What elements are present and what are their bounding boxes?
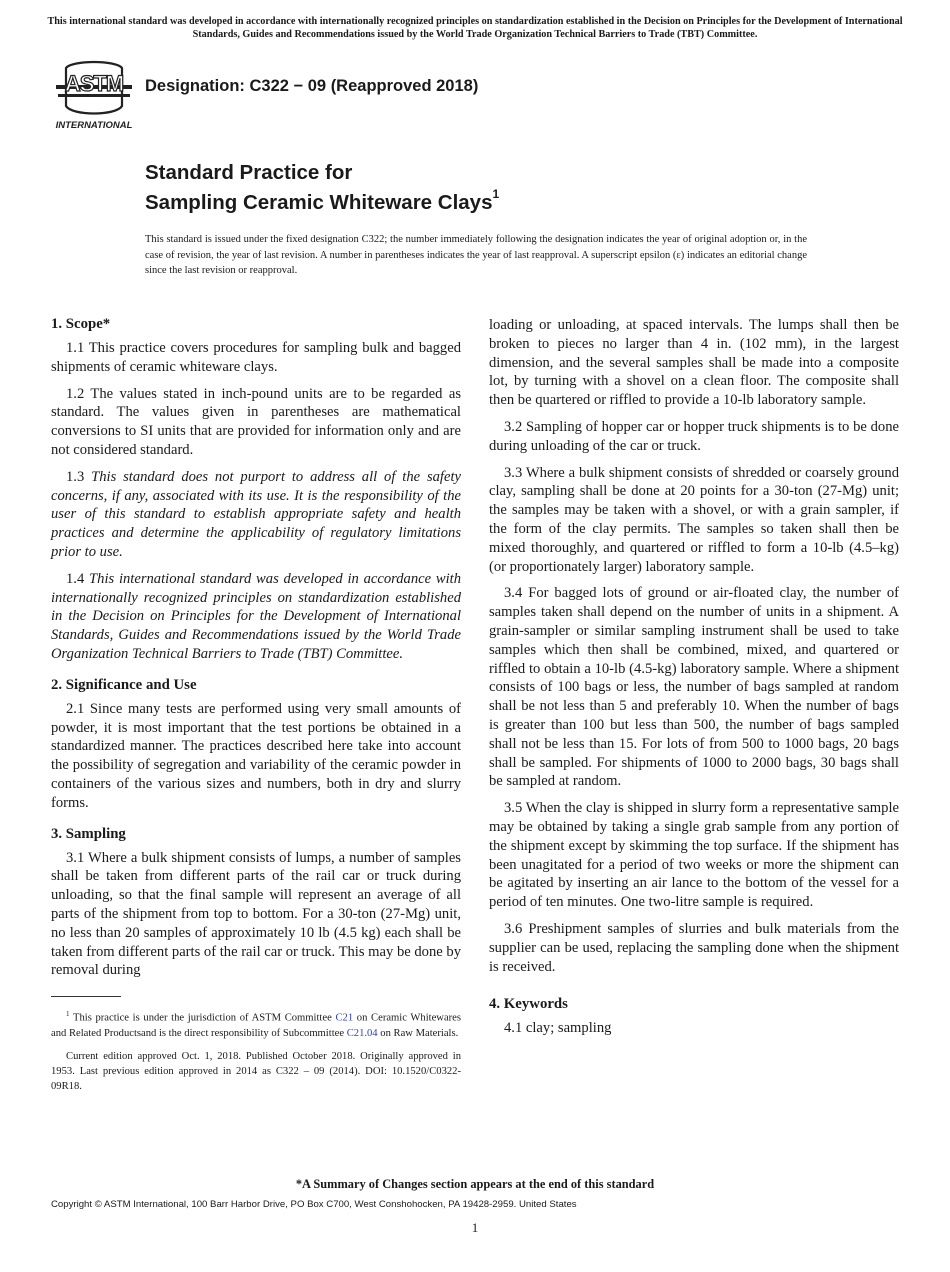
right-column	[489, 316, 899, 1046]
summary-of-changes-note: *A Summary of Changes section appears at the end of this standard	[295, 1177, 655, 1191]
title-footnote-mark: 1	[492, 187, 500, 201]
tbt-notice: This international standard was developed in accordance with internationally recognized principles on standardization established in the Decision on Principles for the Development of International Standards, Guides and Recommendations issued by the World Trade Organization Technical Barriers to Trade (TBT) Committee.	[47, 16, 903, 40]
paragraph-3-6: 3.6 Preshipment samples of slurries and bulk materials from the supplier can be used, replacing the sampling done when the shipment is received.	[489, 920, 899, 975]
paragraph-1-3-text: This standard does not purport to address all of the safety concerns, if any, associated with its use. It is the responsibility of the user of this standard to establish appropriate safety and health practices and determine the applicability of regulatory limitations prior to use.	[51, 468, 461, 560]
footnote-mark: 1	[66, 1010, 70, 1019]
paragraph-1-1: 1.1 This practice covers procedures for sampling bulk and bagged shipments of ceramic whiteware clays.	[51, 340, 461, 375]
document-title	[145, 160, 499, 215]
committee-link-c21[interactable]: C21	[335, 1012, 354, 1024]
footnote-1-text-a: This practice is under the jurisdiction of ASTM Committee	[72, 1012, 332, 1024]
paragraph-2-1: 2.1 Since many tests are performed using very small amounts of powder, it is most important that the test portions be obtained in a standardized manner. The practices described here take into account the possibility of segregation and variability of the ceramic powder in containers of the various sizes and numbers, both in dry and slurry forms.	[51, 700, 461, 811]
paragraph-1-4	[51, 570, 461, 664]
astm-logo-mark: ASTM	[64, 71, 124, 96]
paragraph-1-4-text: This international standard was developed in accordance with internationally recognized principles on standardization established in the Decision on Principles for the Development of International Standards, Guides and Recommendations issued by the World Trade Organization Technical Barriers to Trade (TBT) Committee.	[51, 570, 462, 662]
copyright-line: Copyright © ASTM International, 100 Barr Harbor Drive, PO Box C700, West Conshohocken, PA 19428-2959. United States	[51, 1199, 577, 1210]
paragraph-3-1-continued: loading or unloading, at spaced intervals. The lumps shall then be broken to pieces no larger than 4 in. (102 mm), in the largest dimension, and the several samples shall be made into a composite lot, by turning with a shovel on a clean floor. The composite shall then be quartered or riffled to provide a 10-lb laboratory sample.	[489, 317, 899, 409]
section-heading-sampling: 3. Sampling	[51, 825, 126, 842]
subcommittee-link-c21-04[interactable]: C21.04	[346, 1027, 378, 1039]
paragraph-3-5: 3.5 When the clay is shipped in slurry form a representative sample may be obtained by taking a single grab sample from any portion of the shipment except by skimming the top surface. If the shipment has been unagitated for a period of two weeks or more the shipment can be agitated by inserting an air lance to the bottom of the vessel for a period of ten minutes. One two-litre sample is required.	[489, 800, 899, 911]
title-text: Sampling Ceramic Whiteware Clays	[145, 190, 493, 214]
paragraph-1-2: 1.2 The values stated in inch-pound units are to be regarded as standard. The values given in parentheses are mathematical conversions to SI units that are provided for information only and are not considered standard.	[51, 385, 461, 458]
footnote-1-text-c: on Raw Materials.	[380, 1027, 459, 1039]
footnote-1	[51, 1007, 461, 1041]
paragraph-3-2: 3.2 Sampling of hopper car or hopper truck shipments is to be done during unloading of the car or truck.	[489, 418, 899, 454]
astm-logo	[52, 58, 136, 130]
left-column	[51, 315, 461, 1103]
section-heading-significance: 2. Significance and Use	[51, 676, 197, 693]
footnote-2: Current edition approved Oct. 1, 2018. Published October 2018. Originally approved in 1953. Last previous edition approved in 2014 as C322 – 09 (2014). DOI: 10.1520/C0322-09R18.	[51, 1051, 461, 1093]
paragraph-1-4-number: 1.4	[66, 570, 85, 587]
paragraph-4-1: 4.1 clay; sampling	[504, 1020, 612, 1037]
paragraph-3-3: 3.3 Where a bulk shipment consists of shredded or coarsely ground clay, sampling shall be done at 20 points for a 30-ton (27-Mg) unit; the samples may be taken with a shovel, or with a grain sampler, if the form of the clay permits. The samples so taken shall then be mixed thoroughly, and quartered or riffled to form a 10-lb (4.5–kg) (or proportionately larger) laboratory sample.	[489, 464, 899, 575]
footnote-divider	[51, 996, 121, 997]
astm-logo-subtext: INTERNATIONAL	[55, 120, 133, 130]
designation: Designation: C322 − 09 (Reapproved 2018)	[145, 77, 479, 95]
section-heading-scope: 1. Scope*	[51, 316, 111, 332]
paragraph-3-4: 3.4 For bagged lots of ground or air-floated clay, the number of samples taken shall depend on the number of units in a shipment. A grain-sampler or similar sampling instrument shall be used to take samples which then shall be combined, mixed, and quartered or riffled to obtain a 10-lb (4.5-kg) laboratory sample. Where a shipment consists of 100 bags or less, the number of bags sampled at random shall be not less than 5 and preferably 10. When the number of bags is greater than 100 but less than 500, the number of bags sampled shall not be less than 15. For lots of from 500 to 1000 bags, 20 bags shall be sampled. For shipments of 1000 to 2000 bags, 30 bags shall be sampled at random.	[489, 585, 899, 790]
paragraph-1-3-number: 1.3	[66, 468, 85, 485]
footnote-1-text-b: on Ceramic Whitewares and Related Productsand is the direct responsibility of Subcommittee	[51, 1012, 461, 1039]
section-heading-keywords: 4. Keywords	[489, 996, 568, 1013]
paragraph-1-3	[51, 468, 461, 562]
paragraph-3-1: 3.1 Where a bulk shipment consists of lumps, a number of samples shall be taken from different parts of the rail car or truck during unloading, so that the final sample will represent an average of all parts of the shipment from top to bottom. For a 30-ton (27-Mg) unit, no less than 20 samples of approximately 10 lb (4.5 kg) each shall be taken from different parts of the rail car or truck. This may be done by removal during	[51, 849, 461, 979]
title-line-1: Standard Practice for	[145, 161, 353, 184]
title-line-2	[145, 185, 499, 215]
page-number: 1	[471, 1220, 479, 1235]
issued-note: This standard is issued under the fixed designation C322; the number immediately following the designation indicates the year of original adoption or, in the case of revision, the year of last revision. A number in parentheses indicates the year of last reapproval. A superscript epsilon (ε) indicates an editorial change since the last revision or reapproval.	[145, 234, 807, 276]
